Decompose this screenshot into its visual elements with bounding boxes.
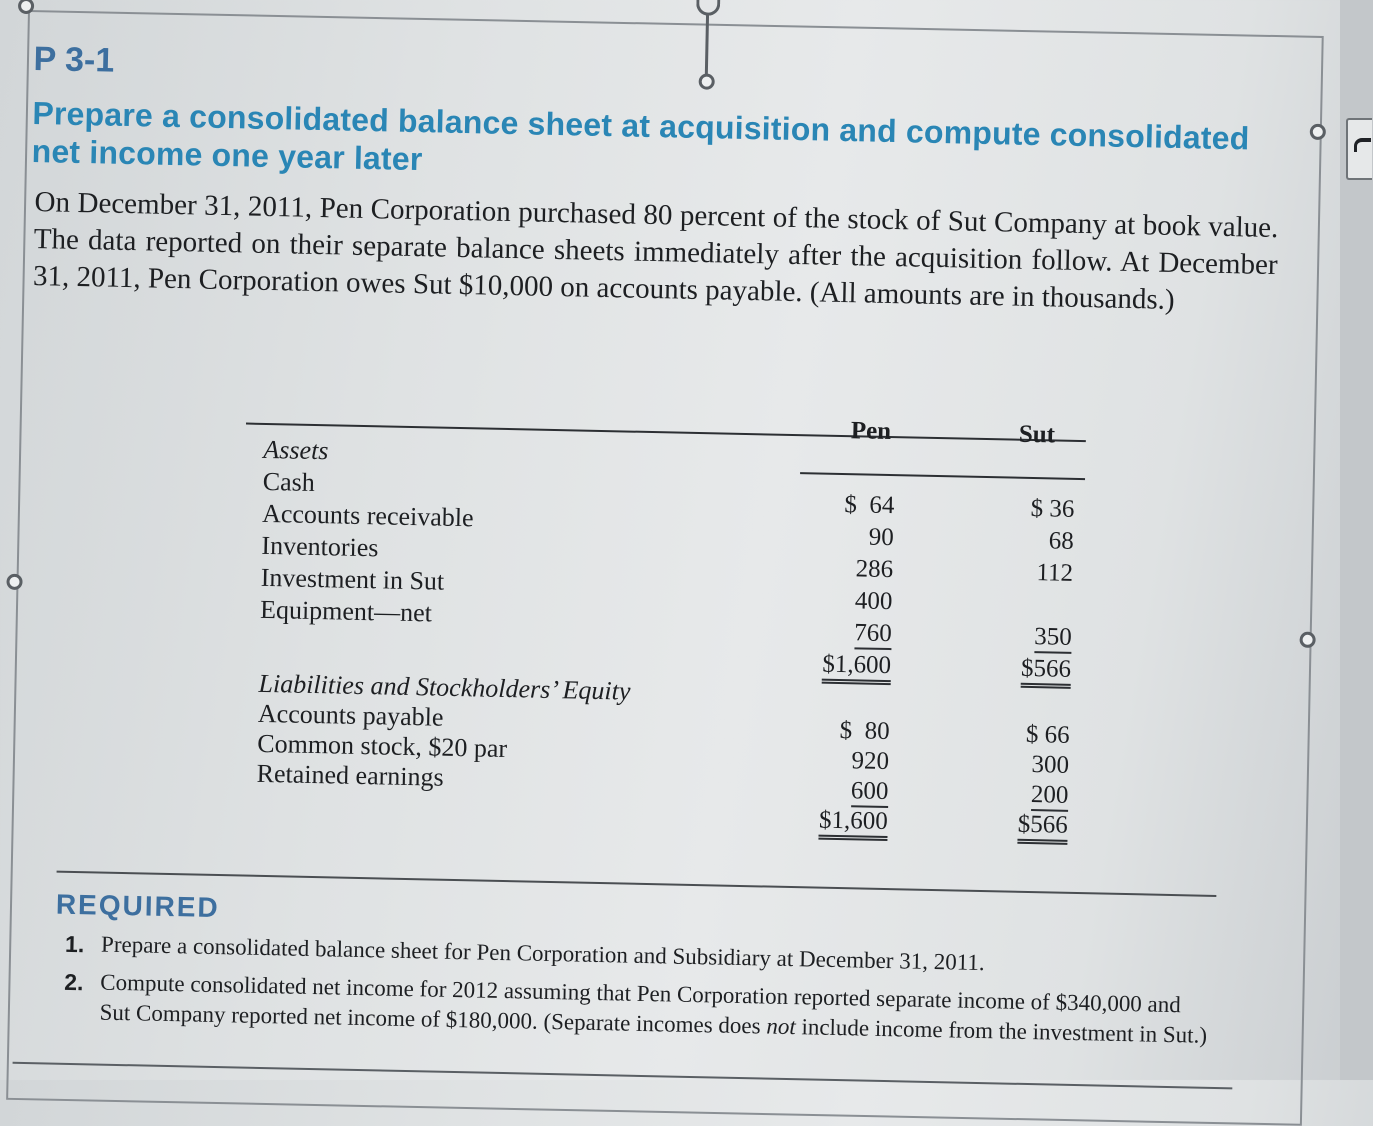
accounts-payable-pen: $ 80 [839, 717, 890, 746]
row-label-retained-earnings: Retained earnings [256, 758, 444, 792]
required-list [63, 929, 1215, 1059]
common-stock-sut: 300 [1031, 751, 1070, 779]
row-label-inventories: Inventories [261, 530, 379, 563]
required-heading: REQUIRED [55, 888, 220, 924]
side-panel [1340, 0, 1373, 1080]
balance-sheet-table [237, 419, 1116, 877]
row-label-investment-in-sut: Investment in Sut [260, 562, 445, 596]
required-item-2-text-end: include income from the investment in Sut.) [795, 1014, 1208, 1048]
common-stock-pen: 920 [851, 747, 890, 776]
required-item-2-emphasis: not [766, 1013, 796, 1040]
retained-earnings-sut: 200 [1031, 781, 1069, 812]
column-header-pen: Pen [850, 417, 892, 446]
investment-in-sut-pen: 400 [854, 587, 893, 616]
row-label-cash: Cash [262, 466, 316, 497]
cash-sut: $ 36 [1030, 494, 1075, 523]
column-header-sut: Sut [1018, 420, 1056, 449]
inventories-sut: 112 [1036, 559, 1074, 587]
assets-heading: Assets [263, 434, 329, 466]
cash-pen: $ 64 [844, 491, 895, 520]
row-label-common-stock: Common stock, $20 par [257, 728, 508, 764]
required-item-2 [63, 967, 1214, 1051]
required-item-2-number: 2. [64, 968, 84, 996]
row-label-accounts-receivable: Accounts receivable [261, 498, 474, 533]
liabilities-heading: Liabilities and Stockholders’ Equity [258, 668, 631, 706]
inventories-pen: 286 [855, 555, 894, 584]
column-header-rule [800, 472, 1085, 480]
problem-intro: On December 31, 2011, Pen Corporation purchased 80 percent of the stock of Sut Company at book value. The data reported on their separate balance sheets immediately after the acquisition follow. At December 31, 2011, Pen Corporation owes Sut $10,000 on accounts payable. (All amounts are in thousands.) [32, 186, 1279, 316]
required-item-2-text-start: Compute consolidated net income for 2012 assuming that Pen Corporation reported separate income of $340,000 and Sut Company reported net income of $180,000. (Separate incomes does [99, 969, 1182, 1039]
equipment-net-sut: 350 [1034, 623, 1072, 654]
resize-handle-top-left[interactable] [18, 0, 34, 14]
panel-tab-icon [1354, 138, 1371, 152]
row-label-equipment-net: Equipment—net [259, 594, 433, 628]
retained-earnings-pen: 600 [851, 777, 889, 808]
resize-handle-top-right[interactable] [1310, 124, 1326, 140]
equipment-net-pen: 760 [854, 619, 892, 650]
accounts-receivable-pen: 90 [868, 523, 895, 552]
panel-tab[interactable] [1346, 118, 1372, 180]
resize-handle-middle-right[interactable] [1299, 632, 1315, 648]
required-item-1-text: Prepare a consolidated balance sheet for Pen Corporation and Subsidiary at December 31, 2011. [100, 931, 985, 976]
total-liabilities-equity-pen: $1,600 [819, 807, 888, 841]
total-liabilities-equity-sut: $566 [1017, 811, 1068, 845]
problem-number: P 3-1 [33, 40, 115, 80]
accounts-payable-sut: $ 66 [1025, 720, 1070, 749]
row-label-accounts-payable: Accounts payable [257, 698, 444, 732]
problem-title: Prepare a consolidated balance sheet at acquisition and compute consolidated net income one year later [31, 94, 1250, 178]
accounts-receivable-sut: 68 [1048, 527, 1075, 555]
table-top-rule [246, 423, 1086, 443]
textbook-page [12, 40, 1294, 1106]
total-assets-sut: $566 [1021, 655, 1072, 689]
required-item-1-number: 1. [64, 930, 85, 958]
total-assets-pen: $1,600 [822, 651, 891, 685]
resize-handle-middle-left[interactable] [6, 574, 22, 590]
